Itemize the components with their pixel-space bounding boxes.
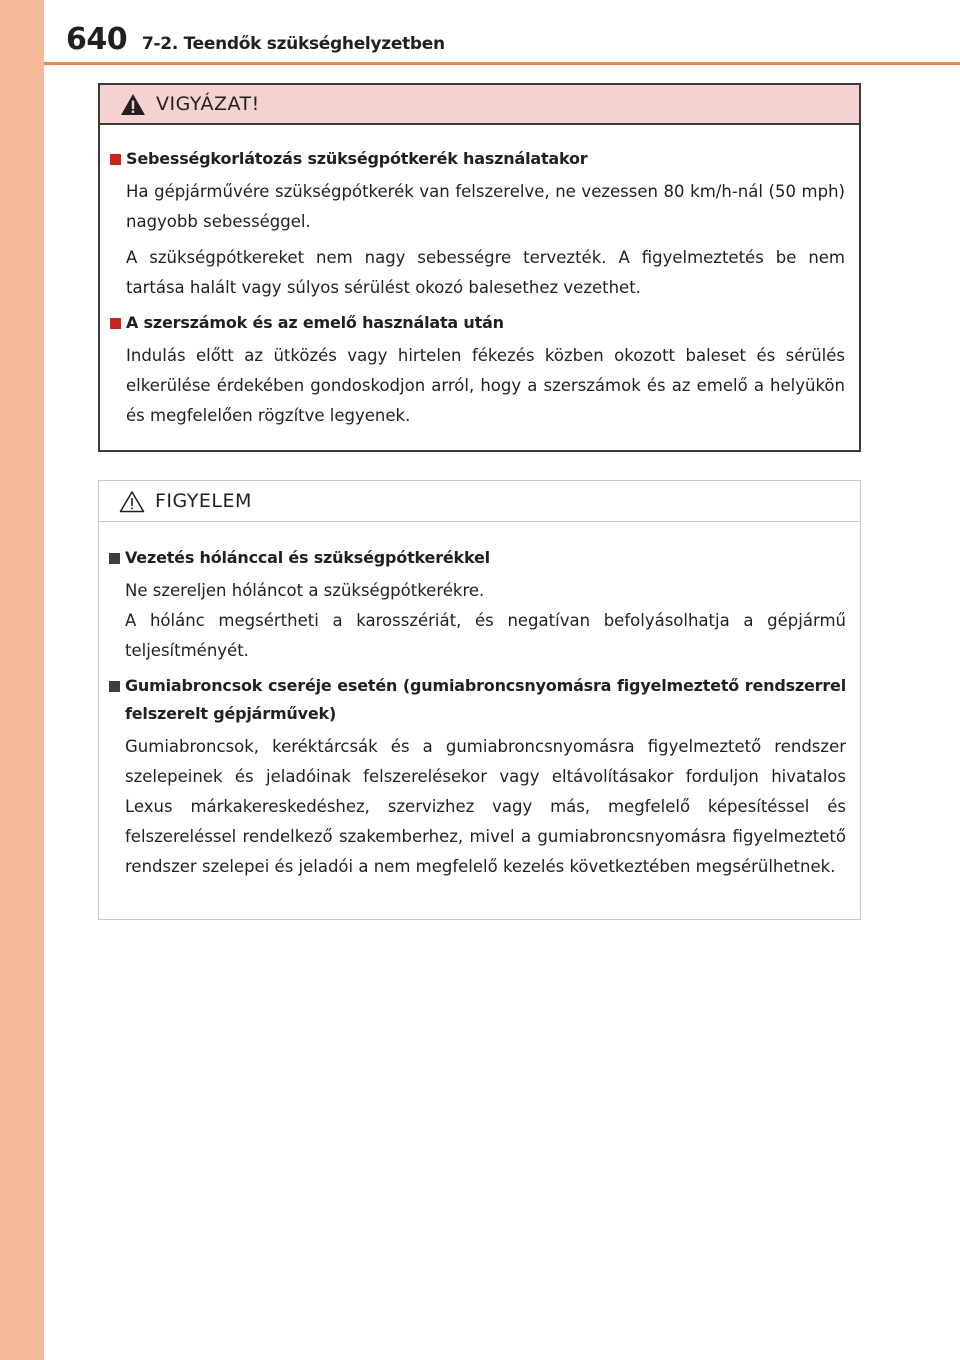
caution-triangle-outline-icon xyxy=(119,490,145,513)
notice-box-body xyxy=(99,522,860,882)
notice-item-heading: Vezetés hólánccal és szükségpótkerékkel xyxy=(107,544,846,572)
warning-box xyxy=(98,83,861,452)
notice-paragraph: Gumiabroncsok, keréktárcsák és a gumiabroncsnyomásra figyelmeztető rendszer szelepeinek és jeladóinak felszerelésekor vagy eltávolításakor forduljon hivatalos Lexus márkakereskedéshez, szervizhez vagy más, megfelelő képesítéssel és felszereléssel rendelkező szakemberhez, mivel a gumiabroncsnyomásra figyelmeztető rendszer szelepei és jeladói a nem megfelelő kezelés következtében megsérülhetnek. xyxy=(125,737,846,876)
warning-paragraph: A szükségpótkereket nem nagy sebességre tervezték. A figyelmeztetés be nem tartása halált vagy súlyos sérülést okozó balesethez vezethet. xyxy=(126,248,845,297)
warning-item-heading: Sebességkorlátozás szükségpótkerék használatakor xyxy=(108,145,845,173)
header-divider xyxy=(44,62,960,65)
section-title: 7-2. Teendők szükséghelyzetben xyxy=(142,34,445,54)
bullet-square-icon xyxy=(110,154,121,165)
notice-box xyxy=(98,480,861,920)
page-number: 640 xyxy=(66,22,128,57)
warning-paragraph: Ha gépjárművére szükségpótkerék van felszerelve, ne vezessen 80 km/h-nál (50 mph) nagyobb sebességgel. xyxy=(126,182,845,231)
warning-paragraph: Indulás előtt az ütközés vagy hirtelen fékezés közben okozott baleset és sérülés elkerülése érdekében gondoskodjon arról, hogy a szerszámok és az emelő a helyükön és megfelelően rögzítve legyenek. xyxy=(126,346,845,425)
notice-paragraph: Ne szereljen hóláncot a szükségpótkerékre. xyxy=(125,581,485,600)
notice-item-heading: Gumiabroncsok cseréje esetén (gumiabroncsnyomásra figyelmeztető rendszerrel felszerelt gépjárművek) xyxy=(107,672,846,728)
bullet-square-icon xyxy=(110,318,121,329)
bullet-square-icon xyxy=(109,553,120,564)
notice-box-header xyxy=(99,481,860,522)
bullet-square-icon xyxy=(109,681,120,692)
notice-title: FIGYELEM xyxy=(155,490,252,512)
warning-triangle-icon xyxy=(120,93,146,116)
warning-item-heading: A szerszámok és az emelő használata után xyxy=(108,309,845,337)
side-color-strip xyxy=(0,0,44,1360)
notice-paragraph: A hólánc megsértheti a karosszériát, és negatívan befolyásolhatja a gépjármű teljesítményét. xyxy=(125,611,846,660)
warning-box-header xyxy=(100,85,859,125)
warning-title: VIGYÁZAT! xyxy=(156,93,260,115)
warning-box-body xyxy=(100,125,859,431)
